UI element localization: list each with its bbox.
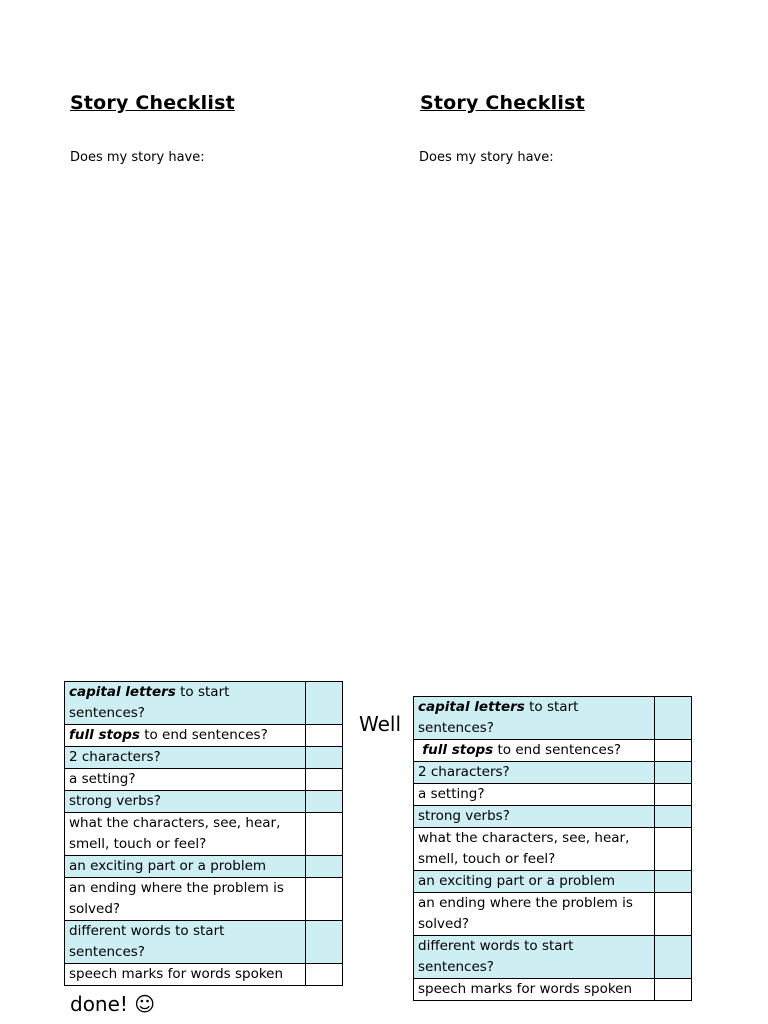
checklist-item: [414, 740, 655, 762]
checklist-item: a setting?: [414, 784, 655, 806]
tick-box[interactable]: [655, 936, 692, 979]
tick-box[interactable]: [655, 762, 692, 784]
item-text: to start sentences?: [418, 699, 579, 736]
checklist-item: strong verbs?: [414, 806, 655, 828]
tick-box[interactable]: [655, 871, 692, 893]
prompt-left: Does my story have:: [70, 150, 205, 165]
checklist-row: [414, 697, 692, 740]
checklist-row: [65, 769, 343, 791]
tick-box[interactable]: [306, 878, 343, 921]
item-text: to end sentences?: [493, 742, 622, 758]
checklist-item: an ending where the problem is solved?: [65, 878, 306, 921]
checklist-item: an ending where the problem is solved?: [414, 893, 655, 936]
checklist-row: [65, 747, 343, 769]
tick-box[interactable]: [655, 893, 692, 936]
tick-box[interactable]: [306, 813, 343, 856]
tick-box[interactable]: [655, 697, 692, 740]
checklist-item: strong verbs?: [65, 791, 306, 813]
tick-box[interactable]: [655, 740, 692, 762]
tick-box[interactable]: [655, 979, 692, 1001]
checklist-item: [65, 725, 306, 747]
done-text: done! ☺: [70, 992, 156, 1016]
checklist-row: [414, 784, 692, 806]
tick-box[interactable]: [655, 784, 692, 806]
checklist-item: [65, 682, 306, 725]
checklist-row: [414, 828, 692, 871]
checklist-row: [414, 893, 692, 936]
tick-box[interactable]: [306, 791, 343, 813]
checklist-item: 2 characters?: [65, 747, 306, 769]
tick-box[interactable]: [306, 856, 343, 878]
checklist-item: different words to start sentences?: [414, 936, 655, 979]
checklist-item: an exciting part or a problem: [65, 856, 306, 878]
checklist-item: speech marks for words spoken: [65, 964, 306, 986]
checklist-item: different words to start sentences?: [65, 921, 306, 964]
emphasis-text: full stops: [422, 742, 494, 758]
tick-box[interactable]: [655, 828, 692, 871]
page-title-right: Story Checklist: [420, 92, 585, 114]
checklist-item: a setting?: [65, 769, 306, 791]
prompt-right: Does my story have:: [419, 150, 554, 165]
tick-box[interactable]: [306, 964, 343, 986]
checklist-item: [414, 697, 655, 740]
checklist-table-right: [413, 696, 692, 1001]
tick-box[interactable]: [655, 806, 692, 828]
checklist-row: [65, 682, 343, 725]
checklist-item: what the characters, see, hear, smell, touch or feel?: [414, 828, 655, 871]
checklist-row: [65, 921, 343, 964]
tick-box[interactable]: [306, 682, 343, 725]
checklist-item: an exciting part or a problem: [414, 871, 655, 893]
page-title-left: Story Checklist: [70, 92, 235, 114]
emphasis-text: capital letters: [418, 699, 525, 715]
checklist-row: [414, 806, 692, 828]
item-text: to end sentences?: [139, 727, 268, 743]
tick-box[interactable]: [306, 747, 343, 769]
checklist-item: what the characters, see, hear, smell, touch or feel?: [65, 813, 306, 856]
checklist-row: [65, 878, 343, 921]
checklist-row: [414, 979, 692, 1001]
checklist-row: [414, 762, 692, 784]
checklist-item: speech marks for words spoken: [414, 979, 655, 1001]
checklist-row: [414, 871, 692, 893]
checklist-row: [65, 964, 343, 986]
checklist-table-left: [64, 681, 343, 986]
checklist-row: [414, 936, 692, 979]
emphasis-text: capital letters: [69, 684, 176, 700]
checklist-row: [65, 856, 343, 878]
checklist-row: [65, 813, 343, 856]
checklist-row: [414, 740, 692, 762]
well-text: Well: [359, 712, 402, 736]
checklist-item: 2 characters?: [414, 762, 655, 784]
tick-box[interactable]: [306, 725, 343, 747]
tick-box[interactable]: [306, 769, 343, 791]
checklist-row: [65, 725, 343, 747]
emphasis-text: full stops: [69, 727, 140, 743]
item-text: to start sentences?: [69, 684, 230, 721]
tick-box[interactable]: [306, 921, 343, 964]
checklist-row: [65, 791, 343, 813]
